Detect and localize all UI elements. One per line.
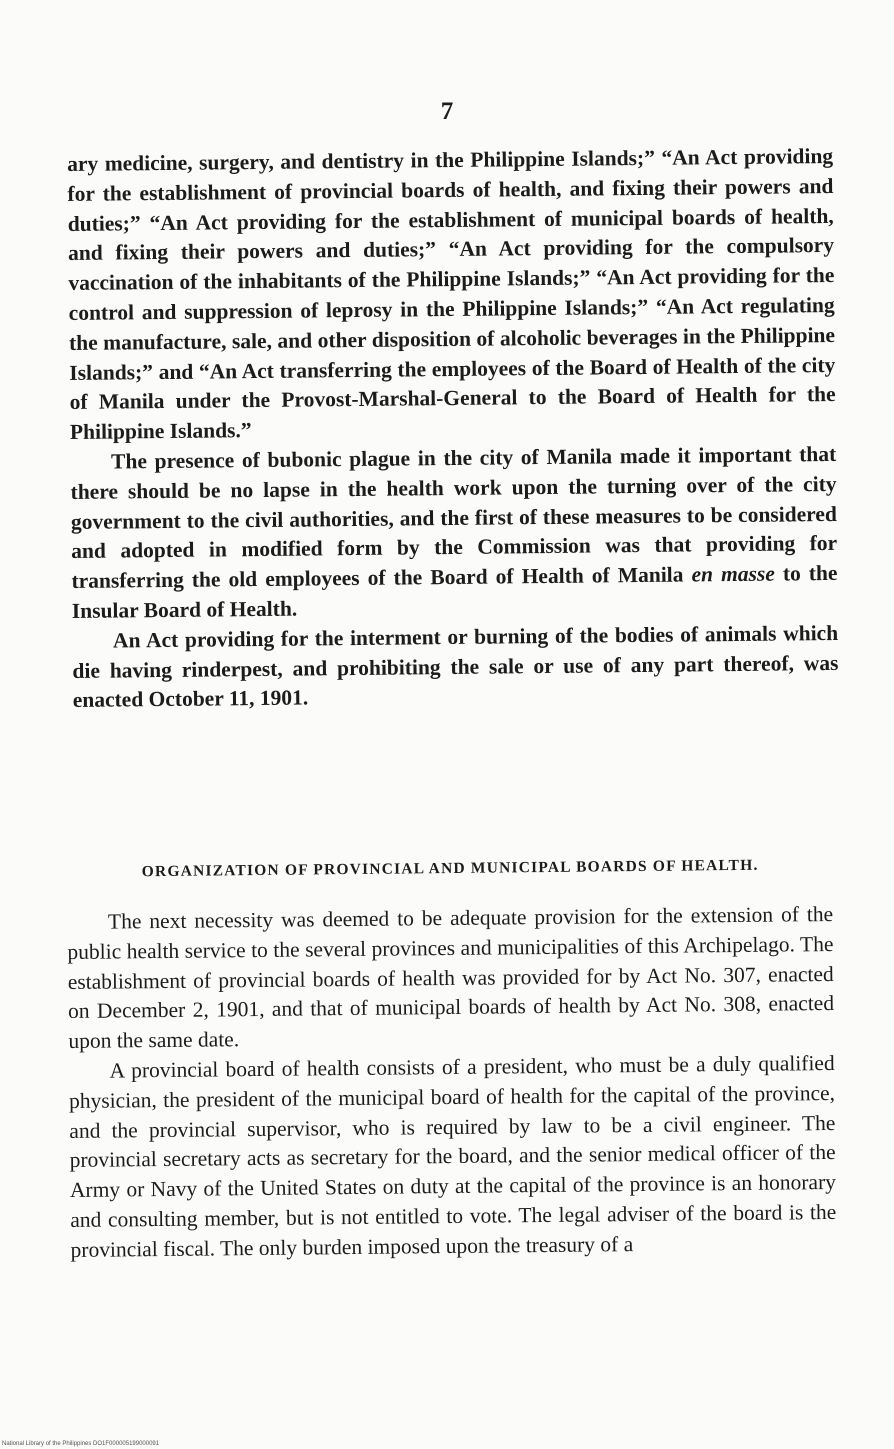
library-credit-footer: National Library of the Philippines DO1F000005199000091 <box>2 1441 160 1447</box>
upper-text-section <box>67 142 839 716</box>
italic-phrase-en-masse: en masse <box>691 561 775 587</box>
paragraph-bubonic-plague-text-1: The presence of bubonic plague in the city of Manila made it important that there should be no lapse in the health work upon the turning over of the city government to the civil authorities, and the first of these measures to be considered and adopted in modified form by the Commission was that providing for transferring the old employees of the Board of Health of Manila <box>70 441 838 594</box>
lower-text-section <box>67 900 837 1266</box>
paragraph-bubonic-plague <box>70 440 838 627</box>
section-heading-wrapper <box>67 850 833 888</box>
paragraph-provincial-board-composition: A provincial board of health consists of a president, who must be a duly qualified physician, the president of the municipal board of health for the capital of the province, and the provincial supervisor, who is required by law to be a civil engineer. The provincial secretary acts as secretary for the board, and the senior medical officer of the Army or Navy of the United States on duty at the capital of the province is an honorary and consulting member, but is not entitled to vote. The legal adviser of the board is the provincial fiscal. The only burden imposed upon the treasury of a <box>68 1050 837 1262</box>
paragraph-bubonic-plague-text-2: to the Insular Board of Health. <box>71 561 838 623</box>
paragraph-act-list: ary medicine, surgery, and dentistry in the Philippine Islands;” “An Act providing for the establishment of provincial boards of health, and fixing their powers and duties;” “An Act providing for the establishment of municipal boards of health, and fixing their powers and duties;” “An Act providing for the compulsory vaccination of the inhabitants of the Philippine Islands;” “An Act providing for the control and suppression of leprosy in the Philippine Islands;” “An Act regulating the manufacture, sale, and other disposition of alcoholic beverages in the Philippine Islands;” and “An Act transferring the employees of the Board of Health of the city of Manila under the Provost-Marshal-General to the Board of Health for the Philippine Islands.” <box>67 143 836 445</box>
section-heading: ORGANIZATION OF PROVINCIAL AND MUNICIPAL BOARDS OF HEALTH. <box>141 856 759 881</box>
page-number: 7 <box>440 98 454 125</box>
paragraph-rinderpest-act: An Act providing for the interment or burning of the bodies of animals which die having rinderpest, and prohibiting the sale or use of any part thereof, was enacted October 11, 1901. <box>72 620 839 713</box>
paragraph-public-health-extension: The next necessity was deemed to be adequate provision for the extension of the public health service to the several provinces and municipalities of this Archipelago. The establishment of provincial boards of health was provided for by Act No. 307, enacted on December 2, 1901, and that of municipal boards of health by Act No. 308, enacted upon the same date. <box>67 901 835 1054</box>
